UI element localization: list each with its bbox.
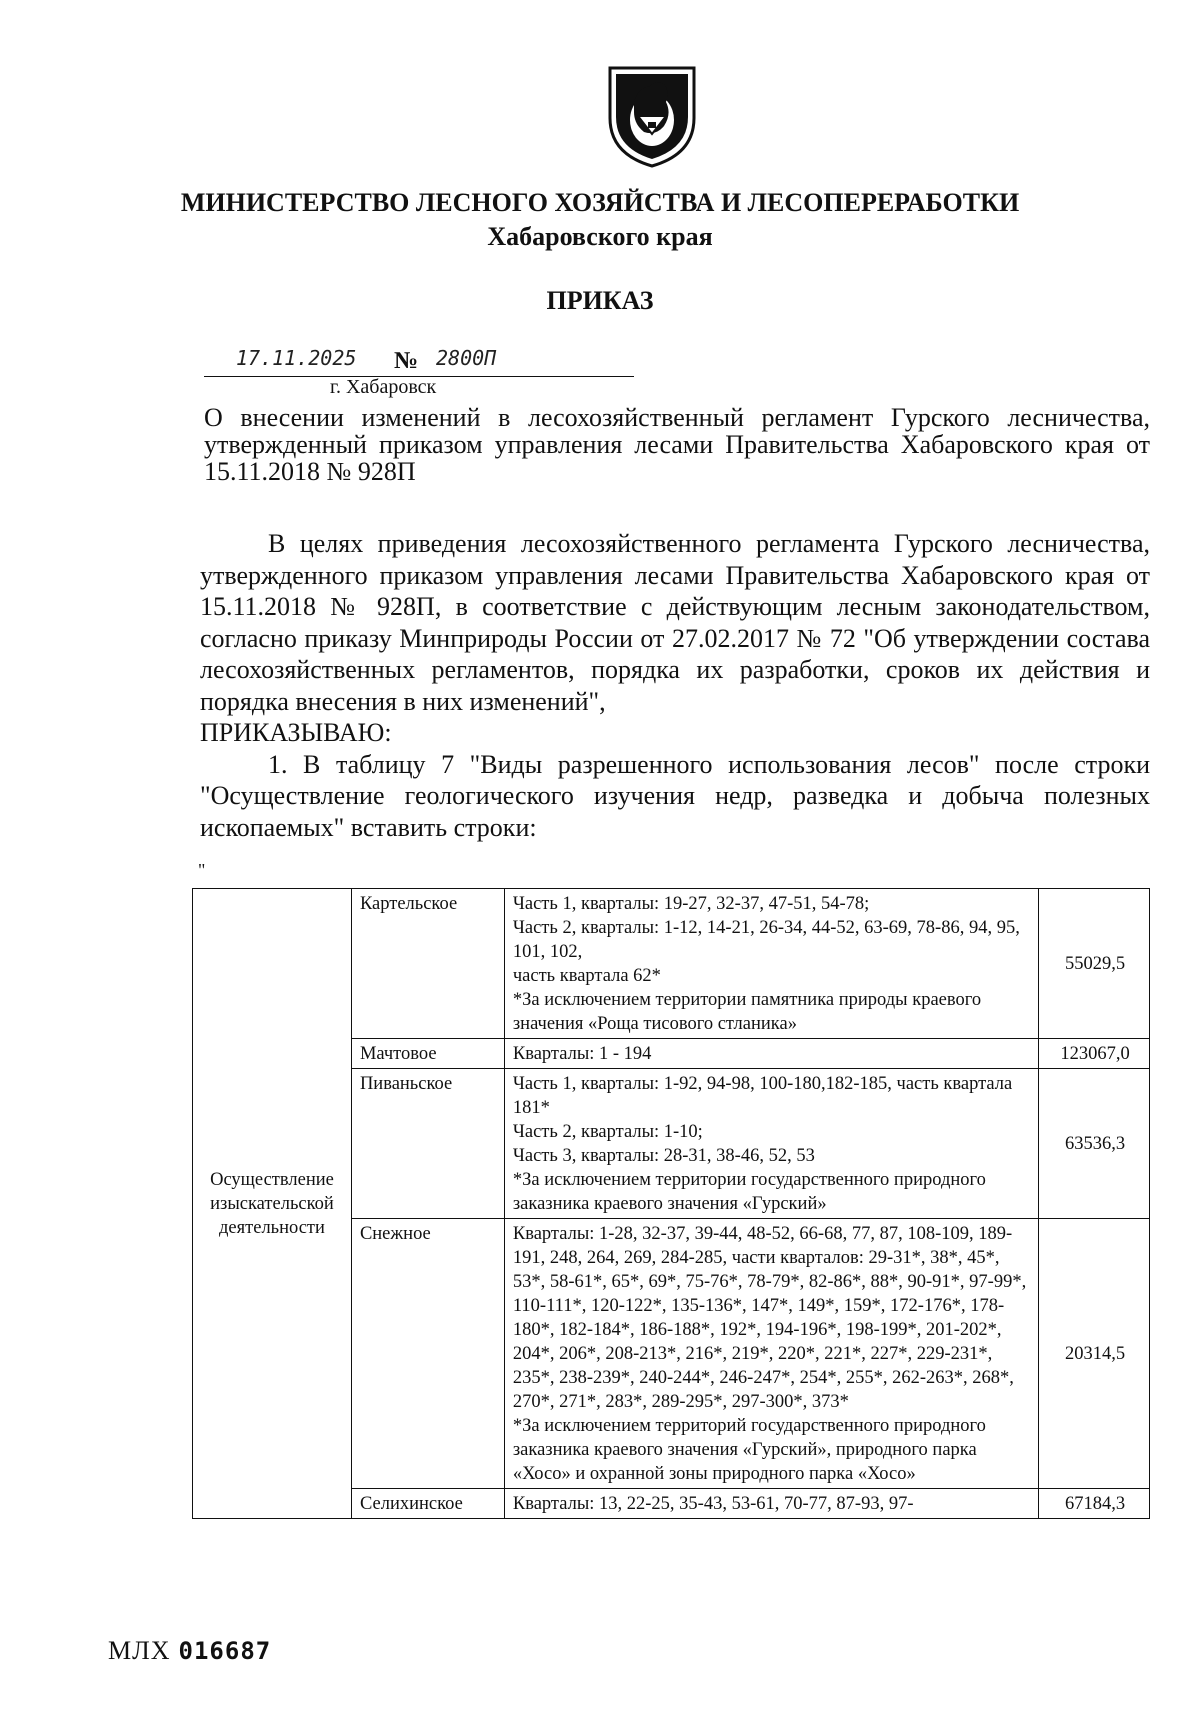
area-cell: 67184,3 bbox=[1039, 1489, 1150, 1519]
ministry-heading bbox=[0, 186, 1200, 254]
forestry-name-cell: Селихинское bbox=[351, 1489, 504, 1519]
quarters-cell bbox=[504, 1219, 1038, 1489]
area-cell: 63536,3 bbox=[1039, 1069, 1150, 1219]
table-row bbox=[193, 889, 1150, 1039]
ministry-region: Хабаровского края bbox=[487, 222, 713, 251]
quarters-line: *За исключением территорий государственного природного заказника краевого значения «Гурский», природного парка «Хосо» и охранной зоны природного парка «Хосо» bbox=[512, 1416, 986, 1484]
forestry-name-cell: Мачтовое bbox=[351, 1039, 504, 1069]
area-cell: 55029,5 bbox=[1039, 889, 1150, 1039]
quarters-line: Часть 1, кварталы: 1-92, 94-98, 100-180,182-185, часть квартала 181* bbox=[512, 1074, 1013, 1118]
quarters-line: Кварталы: 13, 22-25, 35-43, 53-61, 70-77, 87-93, 97- bbox=[512, 1494, 914, 1514]
quarters-line: *За исключением территории памятника природы краевого значения «Роща тисового стланика» bbox=[512, 990, 982, 1034]
quarters-cell bbox=[504, 1489, 1038, 1519]
date-number-line bbox=[204, 346, 634, 377]
permitted-use-table bbox=[192, 888, 1150, 1519]
forestry-name-cell: Снежное bbox=[351, 1219, 504, 1489]
quarters-line: Часть 3, кварталы: 28-31, 38-46, 52, 53 bbox=[512, 1146, 815, 1166]
quarters-line: Кварталы: 1 - 194 bbox=[512, 1044, 652, 1064]
ministry-name: МИНИСТЕРСТВО ЛЕСНОГО ХОЗЯЙСТВА И ЛЕСОПЕРЕРАБОТКИ bbox=[180, 188, 1020, 217]
form-serial bbox=[108, 1636, 271, 1666]
quarters-cell bbox=[504, 1069, 1038, 1219]
quarters-line: Часть 2, кварталы: 1-10; bbox=[512, 1122, 703, 1142]
coat-of-arms-icon bbox=[604, 62, 700, 168]
form-serial-number: 016687 bbox=[178, 1637, 272, 1665]
quarters-line: часть квартала 62* bbox=[512, 966, 661, 986]
city: г. Хабаровск bbox=[330, 376, 437, 398]
quarters-line: *За исключением территории государственного природного заказника краевого значения «Гурский» bbox=[512, 1170, 986, 1214]
activity-type-cell: Осуществление изыскательской деятельности bbox=[193, 889, 352, 1519]
opening-quote: " bbox=[198, 860, 206, 880]
forestry-name-cell: Картельское bbox=[351, 889, 504, 1039]
item-1-paragraph: 1. В таблицу 7 "Виды разрешенного использования лесов" после строки "Осуществление геологического изучения недр, разведка и добыча полезных ископаемых" вставить строки: bbox=[200, 749, 1150, 842]
forestry-name-cell: Пиваньское bbox=[351, 1069, 504, 1219]
quarters-cell bbox=[504, 1039, 1038, 1069]
quarters-line: Кварталы: 1-28, 32-37, 39-44, 48-52, 66-68, 77, 87, 108-109, 189-191, 248, 264, 269, 284-285, части кварталов: 29-31*, 38*, 45*, 53*, 58-61*, 65*, 69*, 75-76*, 78-79*, 82-86*, 88*, 90-91*, 97-99*, 110-111*, 120-122*, 135-136*, 147*, 149*, 159*, 172-176*, 178-180*, 182-184*, 186-188*, 192*, 194-196*, 198-199*, 201-202*, 204*, 206*, 208-213*, 216*, 219*, 220*, 221*, 227*, 229-231*, 235*, 238-239*, 240-244*, 246-247*, 254*, 255*, 262-263*, 268*, 270*, 271*, 283*, 289-295*, 297-300*, 373* bbox=[512, 1224, 1027, 1412]
order-number: 2800П bbox=[436, 346, 497, 370]
order-word: ПРИКАЗЫВАЮ: bbox=[200, 718, 392, 747]
document-type: ПРИКАЗ bbox=[546, 286, 654, 315]
quarters-cell bbox=[504, 889, 1038, 1039]
number-sign: № bbox=[394, 348, 419, 374]
preamble-paragraph: В целях приведения лесохозяйственного регламента Гурского лесничества, утвержденного приказом управления лесами Правительства Хабаровского края от 15.11.2018 № 928П, в соответствие с действующим лесным законодательством, согласно приказу Минприроды России от 27.02.2017 № 72 "Об утверждении состава лесохозяйственных регламентов, порядка их разработки, сроков их действия и порядка внесения в них изменений", bbox=[200, 529, 1150, 716]
form-series: МЛХ bbox=[108, 1636, 171, 1665]
order-body bbox=[200, 528, 1150, 843]
quarters-line: Часть 2, кварталы: 1-12, 14-21, 26-34, 44-52, 63-69, 78-86, 94, 95, 101, 102, bbox=[512, 918, 1020, 962]
area-cell: 123067,0 bbox=[1039, 1039, 1150, 1069]
area-cell: 20314,5 bbox=[1039, 1219, 1150, 1489]
order-date: 17.11.2025 bbox=[236, 346, 357, 370]
order-subject: О внесении изменений в лесохозяйственный регламент Гурского лесничества, утвержденный приказом управления лесами Правительства Хабаровского края от 15.11.2018 № 928П bbox=[204, 403, 1150, 486]
quarters-line: Часть 1, кварталы: 19-27, 32-37, 47-51, 54-78; bbox=[512, 894, 870, 914]
